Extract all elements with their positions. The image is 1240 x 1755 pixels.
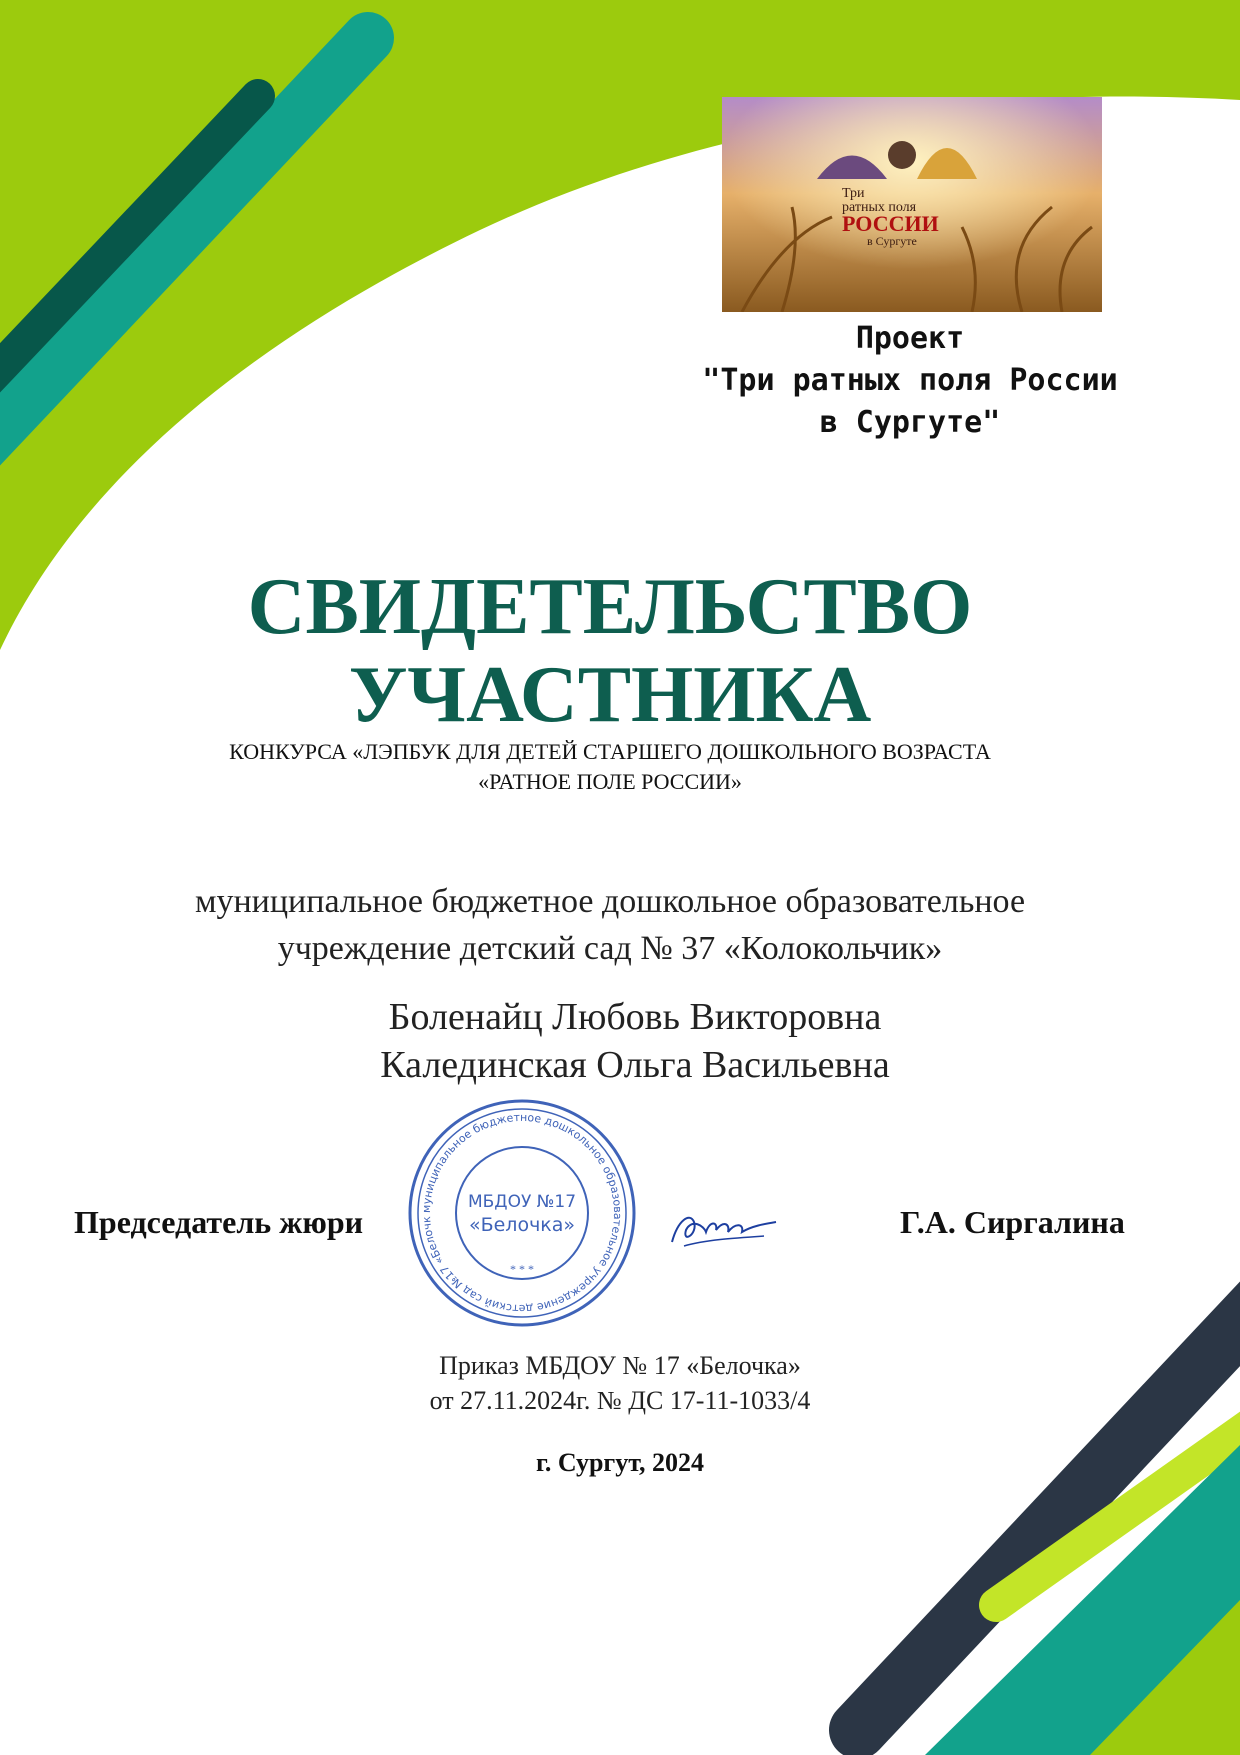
official-stamp [402, 1093, 642, 1333]
crest [888, 141, 916, 169]
order-line1: Приказ МБДОУ № 17 «Белочка» [439, 1351, 801, 1380]
image-text-line3: РОССИИ [842, 211, 939, 236]
jury-chair-label: Председатель жюри [74, 1204, 364, 1240]
image-text-line2: ратных поля [842, 200, 917, 215]
city-year: г. Сургут, 2024 [535, 1448, 705, 1477]
project-image [722, 97, 1102, 312]
jury-chair-name: Г.А. Сиргалина [900, 1204, 1125, 1240]
svg-text:* * *: * * * [510, 1262, 534, 1276]
contest-line1: КОНКУРСА «ЛЭПБУК ДЛЯ ДЕТЕЙ СТАРШЕГО ДОШКОЛЬНОГО ВОЗРАСТА [229, 739, 991, 764]
stamp-center-line2: «Белочка» [468, 1214, 576, 1236]
stamp-center-line1: МБДОУ №17 [467, 1192, 577, 1212]
certificate-title-line2: УЧАСТНИКА [348, 651, 872, 739]
certificate-title-line1: СВИДЕТЕЛЬСТВО [247, 563, 973, 651]
stamp-ring-text: муниципальное бюджетное дошкольное образовательное учреждение детский сад №17 «Белочк [419, 1110, 625, 1316]
project-title-line2: в Сургуте" [819, 405, 1001, 440]
contest-line2: «РАТНОЕ ПОЛЕ РОССИИ» [478, 769, 742, 794]
institution-line2: учреждение детский сад № 37 «Колокольчик» [277, 930, 943, 967]
image-text-line1: Три [842, 186, 865, 201]
order-line2: от 27.11.2024г. № ДС 17-11-1033/4 [429, 1386, 811, 1415]
project-title-line1: "Три ратных поля России [702, 363, 1118, 398]
order-reference [300, 1348, 940, 1418]
signature [664, 1200, 784, 1260]
contest-name [90, 737, 1130, 797]
participant-name: Калединская Ольга Васильевна [380, 1044, 890, 1086]
project-title [660, 318, 1160, 444]
institution-name [90, 878, 1130, 972]
image-text-line4: в Сургуте [867, 234, 917, 248]
certificate-title [160, 563, 1060, 739]
institution-line1: муниципальное бюджетное дошкольное образовательное [194, 883, 1026, 920]
participant-names [200, 993, 1070, 1089]
project-label: Проект [855, 321, 965, 356]
participant-name: Боленайц Любовь Викторовна [388, 996, 882, 1038]
